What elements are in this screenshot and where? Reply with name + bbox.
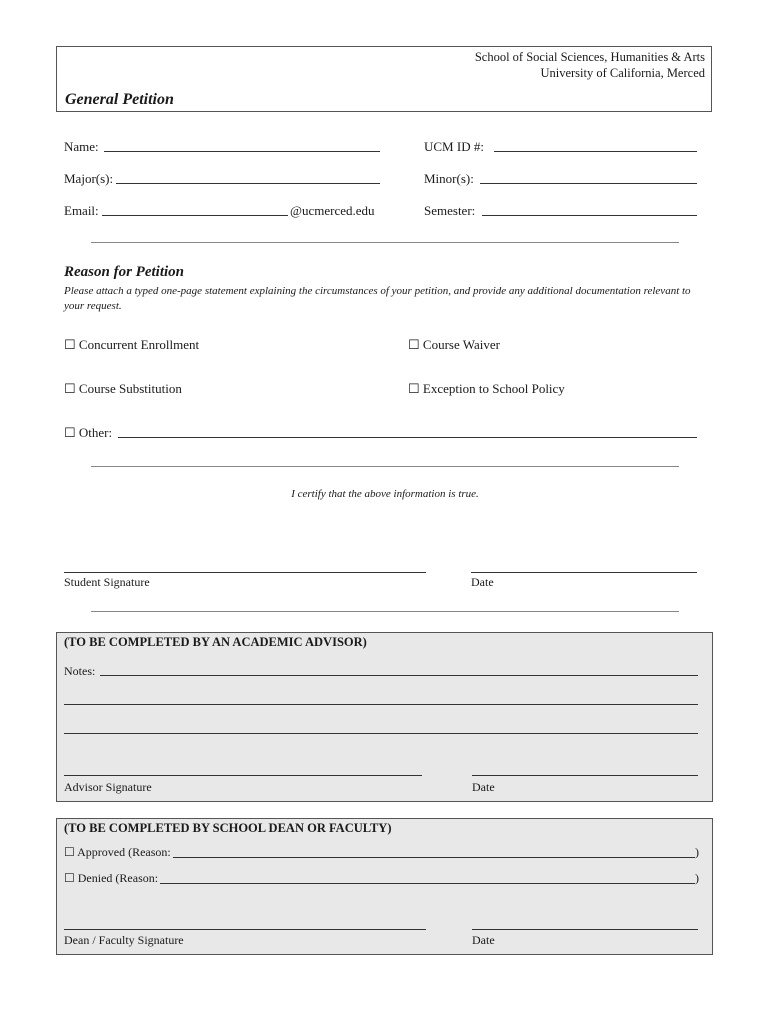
dean-date-label: Date	[472, 933, 495, 947]
denied-reason-field[interactable]	[160, 883, 695, 884]
minors-label: Minor(s):	[424, 171, 474, 186]
other-checkbox[interactable]: ☐ Other:	[64, 425, 113, 440]
majors-field[interactable]	[116, 183, 380, 184]
email-field[interactable]	[102, 215, 288, 216]
dean-signature-label: Dean / Faculty Signature	[64, 933, 184, 947]
ucm-id-label: UCM ID #:	[424, 139, 484, 154]
notes-line[interactable]	[64, 733, 698, 734]
divider	[91, 611, 679, 612]
university-name: University of California, Merced	[540, 66, 705, 80]
notes-label: Notes:	[64, 664, 96, 678]
advisor-panel	[56, 632, 713, 802]
denied-close-paren: )	[695, 871, 699, 885]
name-label: Name:	[64, 139, 99, 154]
course-waiver-checkbox[interactable]: ☐ Course Waiver	[408, 337, 500, 352]
advisor-panel-title: (TO BE COMPLETED BY AN ACADEMIC ADVISOR)	[64, 635, 367, 649]
semester-field[interactable]	[482, 215, 697, 216]
email-domain: @ucmerced.edu	[290, 203, 375, 218]
dean-signature-field[interactable]	[64, 929, 426, 930]
name-field[interactable]	[104, 151, 380, 152]
reason-instructions: Please attach a typed one-page statement explaining the circumstances of your petition, and provide any additional documentation relevant to your request.	[64, 285, 691, 312]
exception-policy-checkbox[interactable]: ☐ Exception to School Policy	[408, 381, 565, 396]
dean-date-field[interactable]	[472, 929, 698, 930]
advisor-date-label: Date	[472, 780, 495, 794]
ucm-id-field[interactable]	[494, 151, 697, 152]
other-field[interactable]	[118, 437, 697, 438]
notes-field[interactable]	[100, 675, 698, 676]
student-signature-field[interactable]	[64, 572, 426, 573]
semester-label: Semester:	[424, 203, 476, 218]
student-date-label: Date	[471, 575, 494, 589]
concurrent-enrollment-checkbox[interactable]: ☐ Concurrent Enrollment	[64, 337, 200, 352]
approved-close-paren: )	[695, 845, 699, 859]
certify-statement: I certify that the above information is true.	[291, 488, 479, 500]
dean-panel	[56, 818, 713, 955]
course-substitution-checkbox[interactable]: ☐ Course Substitution	[64, 381, 182, 396]
minors-field[interactable]	[480, 183, 697, 184]
advisor-date-field[interactable]	[472, 775, 698, 776]
school-info	[475, 49, 705, 81]
dean-panel-title: (TO BE COMPLETED BY SCHOOL DEAN OR FACULTY)	[64, 821, 392, 835]
advisor-signature-label: Advisor Signature	[64, 780, 152, 794]
header-box	[56, 46, 712, 112]
divider	[91, 242, 679, 243]
denied-checkbox[interactable]: ☐ Denied (Reason:	[64, 871, 159, 885]
majors-label: Major(s):	[64, 171, 114, 186]
student-date-field[interactable]	[471, 572, 697, 573]
email-label: Email:	[64, 203, 99, 218]
form-title: General Petition	[65, 91, 174, 108]
student-signature-label: Student Signature	[64, 575, 150, 589]
notes-line[interactable]	[64, 704, 698, 705]
divider	[91, 466, 679, 467]
approved-reason-field[interactable]	[173, 857, 695, 858]
advisor-signature-field[interactable]	[64, 775, 422, 776]
approved-checkbox[interactable]: ☐ Approved (Reason:	[64, 845, 171, 859]
school-name: School of Social Sciences, Humanities & Arts	[474, 50, 705, 64]
reason-title: Reason for Petition	[64, 264, 185, 280]
